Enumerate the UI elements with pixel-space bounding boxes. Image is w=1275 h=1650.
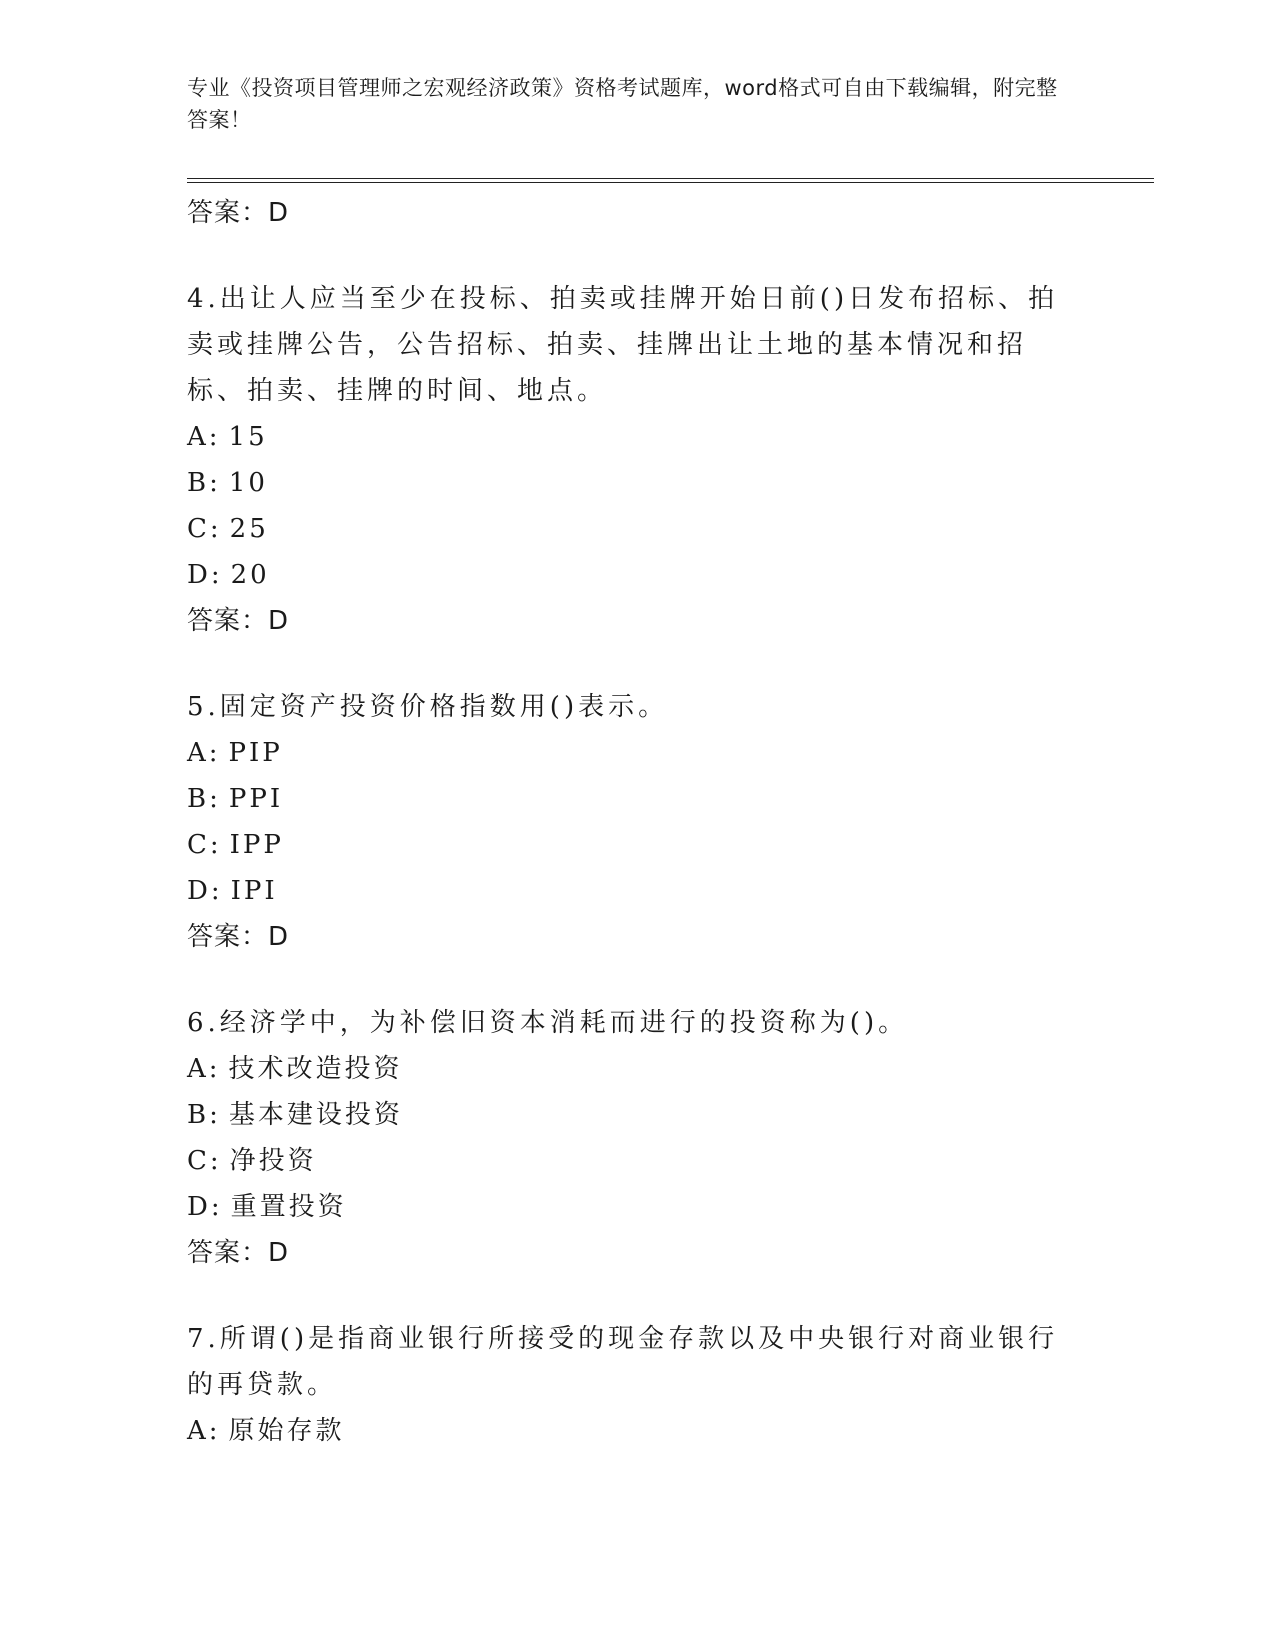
option-a [187,414,1087,460]
answer-line: 答案：D [187,1238,290,1268]
header-divider-top [187,178,1154,179]
option-label: B: [187,784,221,814]
option-label: A: [187,422,221,452]
option-text: 基本建设投资 [228,1100,403,1130]
option-d [187,868,1087,914]
question-5 [187,684,1087,960]
option-label: A: [187,1054,221,1084]
answer-line: 答案：D [187,198,290,228]
option-text: 25 [229,514,269,544]
answer-line: 答案：D [187,922,290,952]
option-a [187,1046,1087,1092]
question-list [187,190,1087,1454]
question-7 [187,1316,1087,1454]
option-a [187,1408,1087,1454]
header-divider-bottom [187,182,1154,183]
option-label: D: [187,560,223,590]
option-text: PIP [228,738,283,768]
option-label: D: [187,876,223,906]
option-d [187,552,1087,598]
option-label: A: [187,738,221,768]
option-d [187,1184,1087,1230]
option-c [187,1138,1087,1184]
option-c [187,506,1087,552]
option-a [187,730,1087,776]
option-label: A: [187,1416,221,1446]
question-stem: 4.出让人应当至少在投标、拍卖或挂牌开始日前()日发布招标、拍卖或挂牌公告，公告招标、拍卖、挂牌出让土地的基本情况和招标、拍卖、挂牌的时间、地点。 [187,284,1059,406]
option-text: 10 [228,468,268,498]
option-text: IPI [230,876,278,906]
option-text: IPP [229,830,284,860]
option-text: 20 [230,560,270,590]
option-text: 15 [228,422,268,452]
option-b [187,1092,1087,1138]
option-label: D: [187,1192,223,1222]
option-text: 原始存款 [228,1416,345,1446]
question-6 [187,1000,1087,1276]
answer-line: 答案：D [187,606,290,636]
question-stem: 5.固定资产投资价格指数用()表示。 [187,692,669,722]
option-label: C: [187,1146,222,1176]
option-c [187,822,1087,868]
option-b [187,776,1087,822]
option-b [187,460,1087,506]
option-text: PPI [228,784,284,814]
question-4 [187,276,1087,644]
option-label: C: [187,514,222,544]
option-label: C: [187,830,222,860]
document-header: 专业《投资项目管理师之宏观经济政策》资格考试题库，word格式可自由下载编辑，附完整答案！ [187,76,1058,132]
option-text: 净投资 [229,1146,317,1176]
option-label: B: [187,468,221,498]
question-stem: 7.所谓()是指商业银行所接受的现金存款以及中央银行对商业银行的再贷款。 [187,1324,1059,1400]
option-text: 技术改造投资 [228,1054,403,1084]
question-stem: 6.经济学中，为补偿旧资本消耗而进行的投资称为()。 [187,1008,909,1038]
option-text: 重置投资 [230,1192,347,1222]
option-label: B: [187,1100,221,1130]
